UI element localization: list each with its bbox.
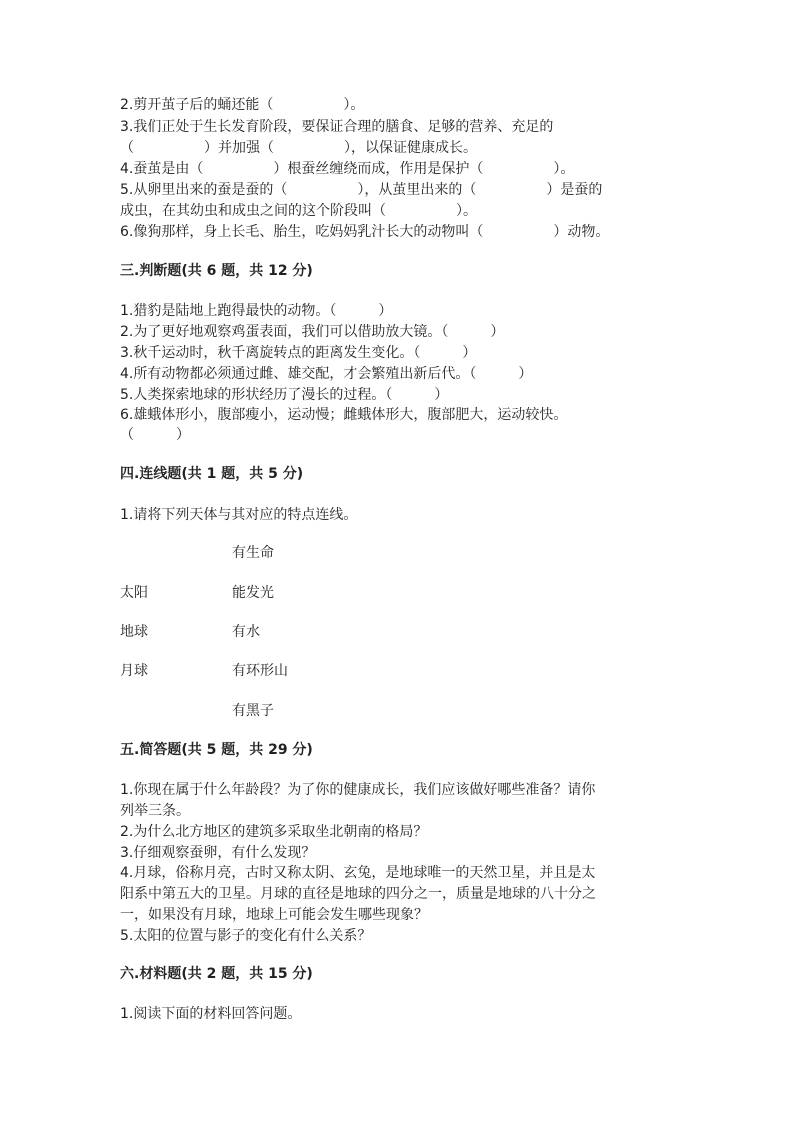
matching-left-item: 地球: [120, 624, 148, 640]
section-heading-judgement: 三.判断题(共 6 题，共 12 分): [120, 263, 313, 279]
short-answer-question-2: 2.为什么北方地区的建筑多采取坐北朝南的格局？: [120, 824, 428, 840]
matching-right-item: 有环形山: [232, 663, 288, 679]
matching-right-item: 有水: [232, 624, 260, 640]
judgement-question-4: 4.所有动物都必须通过雌、雄交配，才会繁殖出新后代。（ ）: [120, 366, 533, 382]
matching-right-item: 有生命: [232, 545, 274, 561]
fill-question-3-line-1: 3.我们正处于生长发育阶段，要保证合理的膳食、足够的营养、充足的: [120, 119, 554, 135]
short-answer-question-4-line-3: 一，如果没有月球，地球上可能会发生哪些现象？: [120, 907, 428, 923]
section-heading-material: 六.材料题(共 2 题，共 15 分): [120, 966, 313, 982]
judgement-question-6-answer: （ ）: [120, 427, 190, 443]
matching-right-item: 有黑子: [232, 703, 274, 719]
matching-left-item: 太阳: [120, 585, 148, 601]
material-instruction: 1.阅读下面的材料回答问题。: [120, 1006, 302, 1022]
matching-right-item: 能发光: [232, 585, 274, 601]
fill-question-5-line-1: 5.从卵里出来的蚕是蚕的（ ），从茧里出来的（ ）是蚕的: [120, 182, 603, 198]
fill-question-6: 6.像狗那样，身上长毛、胎生，吃妈妈乳汁长大的动物叫（ ）动物。: [120, 224, 610, 240]
judgement-question-3: 3.秋千运动时，秋千离旋转点的距离发生变化。（ ）: [120, 345, 477, 361]
short-answer-question-1-line-2: 列举三条。: [120, 803, 190, 819]
fill-question-3-line-2: （ ）并加强（ ），以保证健康成长。: [120, 140, 477, 156]
judgement-question-1: 1.猎豹是陆地上跑得最快的动物。（ ）: [120, 303, 393, 319]
short-answer-question-4-line-1: 4.月球，俗称月亮，古时又称太阴、玄兔，是地球唯一的天然卫星，并且是太: [120, 865, 596, 881]
judgement-question-2: 2.为了更好地观察鸡蛋表面，我们可以借助放大镜。（ ）: [120, 324, 505, 340]
judgement-question-5: 5.人类探索地球的形状经历了漫长的过程。（ ）: [120, 387, 449, 403]
short-answer-question-1-line-1: 1.你现在属于什么年龄段？为了你的健康成长，我们应该做好哪些准备？请你: [120, 782, 596, 798]
short-answer-question-4-line-2: 阳系中第五大的卫星。月球的直径是地球的四分之一，质量是地球的八十分之: [120, 886, 596, 902]
fill-question-4: 4.蚕茧是由（ ）根蚕丝缠绕而成，作用是保护（ ）。: [120, 161, 575, 177]
matching-instruction: 1.请将下列天体与其对应的特点连线。: [120, 507, 358, 523]
short-answer-question-5: 5.太阳的位置与影子的变化有什么关系？: [120, 928, 372, 944]
fill-question-2: 2.剪开茧子后的蛹还能（ ）。: [120, 97, 365, 113]
section-heading-short-answer: 五.简答题(共 5 题，共 29 分): [120, 742, 313, 758]
judgement-question-6: 6.雄蛾体形小，腹部瘦小，运动慢；雌蛾体形大，腹部肥大，运动较快。: [120, 407, 568, 423]
fill-question-5-line-2: 成虫，在其幼虫和成虫之间的这个阶段叫（ ）。: [120, 203, 477, 219]
matching-left-item: 月球: [120, 663, 148, 679]
short-answer-question-3: 3.仔细观察蚕卵，有什么发现？: [120, 845, 316, 861]
section-heading-matching: 四.连线题(共 1 题，共 5 分): [120, 466, 304, 482]
